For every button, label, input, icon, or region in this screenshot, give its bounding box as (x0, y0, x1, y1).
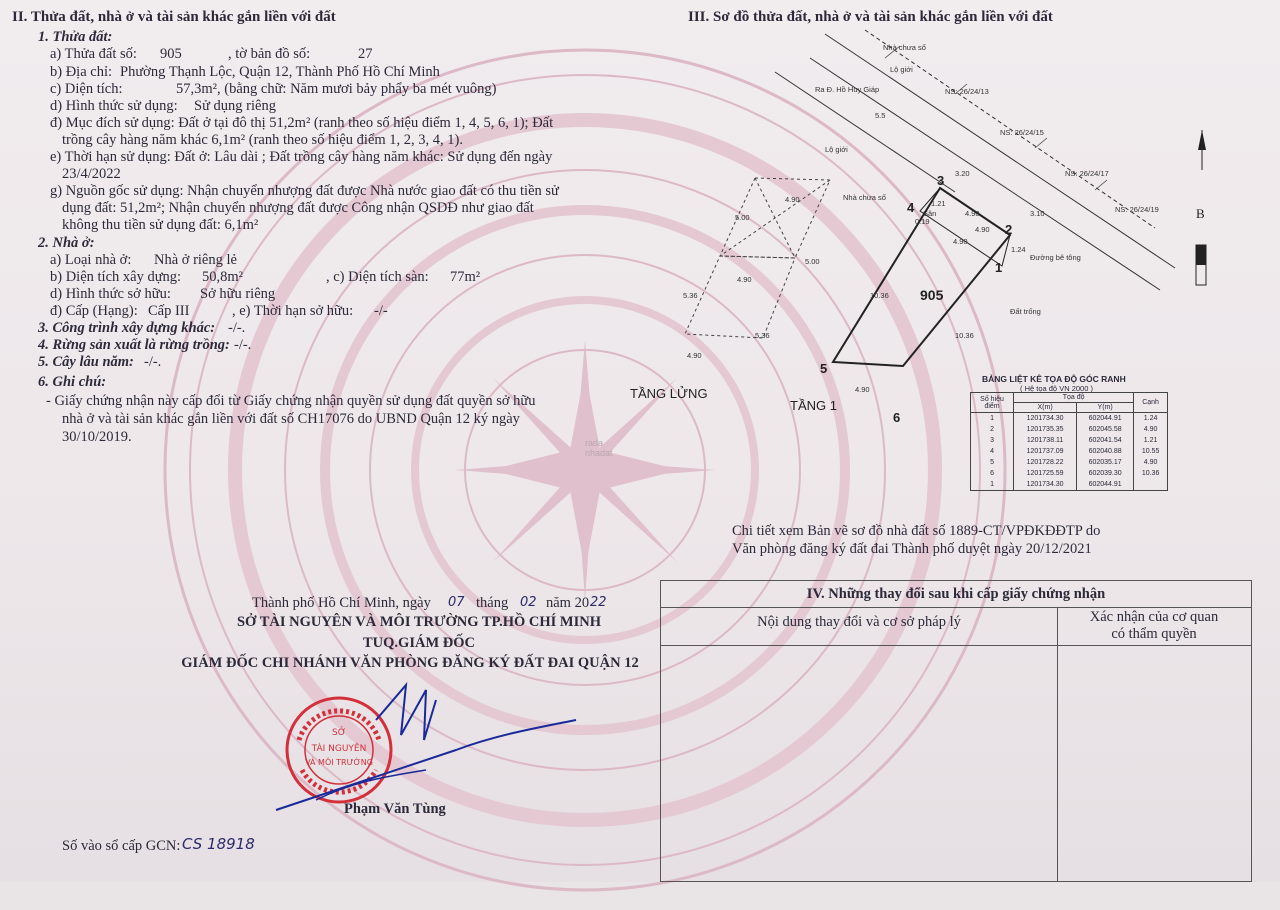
label-san: Sân (923, 209, 937, 218)
dim-4-90: 4.90 (965, 209, 980, 218)
other-works-value: -/-. (228, 320, 246, 336)
dim-4-90: 4.90 (975, 225, 990, 234)
house-type-label: a) Loại nhà ở: (50, 252, 132, 268)
cell-e: 4.90 (1134, 457, 1168, 468)
dim-5-36: 5.36 (683, 291, 698, 300)
dim-4-90: 4.90 (737, 275, 752, 284)
point-2: 2 (1005, 222, 1013, 237)
table-row (971, 457, 1168, 468)
perennial-label: 5. Cây lâu năm: (38, 354, 134, 370)
parcel-number-label: a) Thửa đất số: (50, 46, 137, 62)
point-4: 4 (907, 200, 915, 215)
ground-floor-label: TẦNG 1 (790, 398, 837, 413)
label-ra-duong: Ra Đ. Hồ Huy Giáp (815, 85, 880, 94)
cell-y: 602041.54 (1077, 435, 1134, 446)
table-row (971, 479, 1168, 491)
cell-y: 602044.91 (1077, 413, 1134, 425)
table-row (971, 446, 1168, 457)
parcel-title: 1. Thửa đất: (38, 29, 113, 45)
dim-5-36: 5.36 (755, 331, 770, 340)
ownership-term-label: , e) Thời hạn sở hữu: (232, 303, 354, 319)
point-5: 5 (820, 361, 828, 376)
section2-heading: II. Thửa đất, nhà ở và tài sản khác gắn liền với đất (12, 9, 336, 25)
dim-10-36: 10.36 (870, 291, 889, 300)
other-works-label: 3. Công trình xây dựng khác: (38, 320, 216, 336)
seal-text: VÀ MÔI TRƯỜNG (305, 758, 373, 767)
use-term-line2: 23/4/2022 (62, 166, 121, 182)
cell-e (1134, 479, 1168, 491)
cell-x: 1201725.59 (1014, 468, 1077, 479)
cell-y: 602035.17 (1077, 457, 1134, 468)
cell-y: 602044.91 (1077, 479, 1134, 491)
b-mark: B (1196, 206, 1205, 221)
changes-col-confirm-line2: có thẩm quyền (1111, 626, 1197, 642)
address-value: Phường Thạnh Lộc, Quận 12, Thành Phố Hồ Chí Minh (120, 64, 440, 80)
origin-line2: dụng đất: 51,2m²; Nhận chuyển nhượng đất được Công nhận QSDĐ như giao đất (62, 200, 534, 216)
cell-p: 5 (971, 457, 1014, 468)
cell-x: 1201738.11 (1014, 435, 1077, 446)
map-sheet-number: 27 (358, 46, 373, 62)
dim-4-90: 4.90 (785, 195, 800, 204)
changes-table (660, 580, 1252, 882)
parcel-number: 905 (160, 46, 182, 62)
col-header-point: Số hiệu điểm (971, 393, 1014, 413)
build-area-value: 50,8m² (202, 269, 244, 285)
sign-month-label: tháng (476, 595, 509, 611)
col-header-y: Y(m) (1077, 403, 1134, 413)
tuq-director: TUQ.GIÁM ĐỐC (363, 635, 475, 651)
floor-area-value: 77m² (450, 269, 481, 285)
forest-value: -/-. (234, 337, 252, 353)
label-nha-chua-so-top: Nhà chưa số (883, 43, 926, 52)
note-line3: 30/10/2019. (62, 429, 132, 445)
cell-x: 1201734.30 (1014, 413, 1077, 425)
changes-col-content: Nội dung thay đổi và cơ sở pháp lý (757, 614, 961, 630)
dim-5-00: 5.00 (735, 213, 750, 222)
col-header-coord: Tọa độ (1014, 393, 1134, 403)
note-title: 6. Ghi chú: (38, 374, 107, 390)
detail-line2: Văn phòng đăng ký đất đai Thành phố duyệt ngày 20/12/2021 (732, 541, 1092, 557)
col-header-x: X(m) (1014, 403, 1077, 413)
ownership-term-value: -/- (374, 303, 388, 319)
cell-e: 1.21 (1134, 435, 1168, 446)
watermark: nhadat (585, 448, 613, 458)
house-type-value: Nhà ở riêng lẻ (154, 252, 237, 268)
seal-text: TÀI NGUYÊN (311, 744, 367, 754)
cell-x: 1201734.30 (1014, 479, 1077, 491)
grade-label: đ) Cấp (Hạng): (50, 303, 138, 319)
grade-value: Cấp III (148, 303, 190, 319)
dim-4-90: 4.90 (953, 237, 968, 246)
label-ns2: NS: 26/24/15 (1000, 128, 1044, 137)
label-nha-chua-so-mid: Nhà chưa số (843, 193, 886, 202)
lot-number-label: 905 (920, 287, 944, 303)
cell-x: 1201735.35 (1014, 424, 1077, 435)
cell-e: 10.55 (1134, 446, 1168, 457)
cell-y: 602039.30 (1077, 468, 1134, 479)
cell-p: 3 (971, 435, 1014, 446)
register-label: Số vào sổ cấp GCN: (62, 838, 181, 854)
cell-p: 6 (971, 468, 1014, 479)
cell-x: 1201728.22 (1014, 457, 1077, 468)
point-3: 3 (937, 173, 945, 188)
table-row (971, 424, 1168, 435)
cell-y: 602040.88 (1077, 446, 1134, 457)
cell-p: 1 (971, 413, 1014, 425)
note-line1: - Giấy chứng nhận này cấp đổi từ Giấy chứng nhận quyền sử dụng đất quyền sở hữu (46, 393, 536, 409)
dim-1-21: 1.21 (931, 199, 946, 208)
ownership-value: Sở hữu riêng (200, 286, 276, 302)
perennial-value: -/-. (144, 354, 162, 370)
register-number: CS 18918 (182, 835, 255, 853)
sign-day: 07 (448, 595, 465, 610)
use-form-value: Sử dụng riêng (194, 98, 276, 114)
sign-date-prefix: Thành phố Hồ Chí Minh, ngày (252, 595, 431, 611)
changes-table-header-row (661, 607, 1251, 646)
use-purpose-line2: trồng cây hàng năm khác 6,1m² (ranh theo số hiệu điểm 1, 2, 3, 4, 1). (62, 132, 463, 148)
floor-area-label: , c) Diện tích sàn: (326, 269, 429, 285)
ownership-label: d) Hình thức sở hữu: (50, 286, 171, 302)
changes-table-title-row (661, 581, 1251, 608)
dim-5-00: 5.00 (805, 257, 820, 266)
changes-col-confirm-line1: Xác nhận của cơ quan (1089, 609, 1219, 625)
area-label: c) Diện tích: (50, 81, 123, 97)
mezzanine-label: TẦNG LỬNG (630, 386, 708, 401)
dim-10-36: 10.36 (955, 331, 974, 340)
table-row (971, 413, 1168, 425)
branch-director-title: GIÁM ĐỐC CHI NHÁNH VĂN PHÒNG ĐĂNG KÝ ĐẤT ĐAI QUẬN 12 (181, 655, 639, 671)
detail-line1: Chi tiết xem Bản vẽ sơ đồ nhà đất số 1889-CT/VPĐKĐĐTP do (732, 523, 1101, 539)
cell-e: 4.90 (1134, 424, 1168, 435)
signer-name: Phạm Văn Tùng (344, 801, 446, 817)
label-ns3: NS: 26/24/17 (1065, 169, 1109, 178)
label-lo-gioi-mid: Lộ giới (825, 145, 848, 154)
cell-p: 4 (971, 446, 1014, 457)
dim-5-5: 5.5 (875, 111, 886, 120)
cell-e: 1.24 (1134, 413, 1168, 425)
changes-table-divider (1057, 607, 1058, 881)
watermark: rada (585, 438, 604, 448)
coordinate-table (970, 392, 1168, 491)
dim-3-20: 3.20 (955, 169, 970, 178)
section4-heading: IV. Những thay đổi sau khi cấp giấy chứng nhận (806, 586, 1106, 602)
dim-4-90: 4.90 (855, 385, 870, 394)
coord-table-subtitle: ( Hệ tọa độ VN 2000 ) (1020, 384, 1093, 393)
cell-x: 1201737.09 (1014, 446, 1077, 457)
origin-line3: không thu tiền sử dụng đất: 6,1m² (62, 217, 259, 233)
label-lo-gioi-top: Lộ giới (890, 65, 913, 74)
label-ns4: NS: 26/24/19 (1115, 205, 1159, 214)
point-1: 1 (995, 260, 1003, 275)
sign-year: 22 (590, 595, 607, 610)
label-duong-be-tong: Đường bê tông (1030, 253, 1081, 262)
table-row (971, 468, 1168, 479)
map-sheet-label: , tờ bản đồ số: (228, 46, 311, 62)
label-dat-trong: Đất trống (1010, 307, 1041, 316)
point-6: 6 (893, 410, 901, 425)
origin-line1: g) Nguồn gốc sử dụng: Nhận chuyển nhượng đất được Nhà nước giao đất có thu tiền sử (50, 183, 559, 199)
use-form-label: d) Hình thức sử dụng: (50, 98, 178, 114)
use-purpose-line1: đ) Mục đích sử dụng: Đất ở tại đô thị 51,2m² (ranh theo số hiệu điểm 1, 4, 5, 6, 1); Đất (50, 115, 554, 131)
address-label: b) Địa chỉ: (50, 64, 113, 80)
dim-3-10: 3.10 (1030, 209, 1045, 218)
dim-0-19: 0.19 (915, 217, 930, 226)
cell-p: 1 (971, 479, 1014, 491)
use-term-line1: e) Thời hạn sử dụng: Đất ở: Lâu dài ; Đất trồng cây hàng năm khác: Sử dụng đến ngày (50, 149, 553, 165)
note-line2: nhà ở và tài sản khác gắn liền với đất số CH17076 do UBND Quận 12 ký ngày (62, 411, 520, 427)
build-area-label: b) Diện tích xây dựng: (50, 269, 182, 285)
cell-p: 2 (971, 424, 1014, 435)
label-ns1: NS: 26/24/13 (945, 87, 989, 96)
cell-e: 10.36 (1134, 468, 1168, 479)
sign-year-label: năm 20 (546, 595, 590, 611)
sign-month: 02 (520, 595, 537, 610)
dim-4-90: 4.90 (687, 351, 702, 360)
coord-table-title: BẢNG LIỆT KÊ TỌA ĐỘ GÓC RANH (982, 374, 1126, 384)
north-marker (1192, 130, 1212, 290)
area-value: 57,3m², (bằng chữ: Năm mươi bảy phẩy ba mét vuông) (176, 81, 497, 97)
cell-y: 602045.58 (1077, 424, 1134, 435)
col-header-edge: Cạnh (1134, 393, 1168, 413)
dim-1-24: 1.24 (1011, 245, 1026, 254)
section3-heading: III. Sơ đồ thửa đất, nhà ở và tài sản khác gắn liền với đất (688, 9, 1053, 25)
seal-text: SỞ (332, 728, 346, 738)
forest-label: 4. Rừng sản xuất là rừng trồng: (38, 337, 230, 353)
house-title: 2. Nhà ở: (38, 235, 95, 251)
issuing-org: SỞ TÀI NGUYÊN VÀ MÔI TRƯỜNG TP.HỒ CHÍ MINH (236, 614, 602, 630)
table-row (971, 435, 1168, 446)
